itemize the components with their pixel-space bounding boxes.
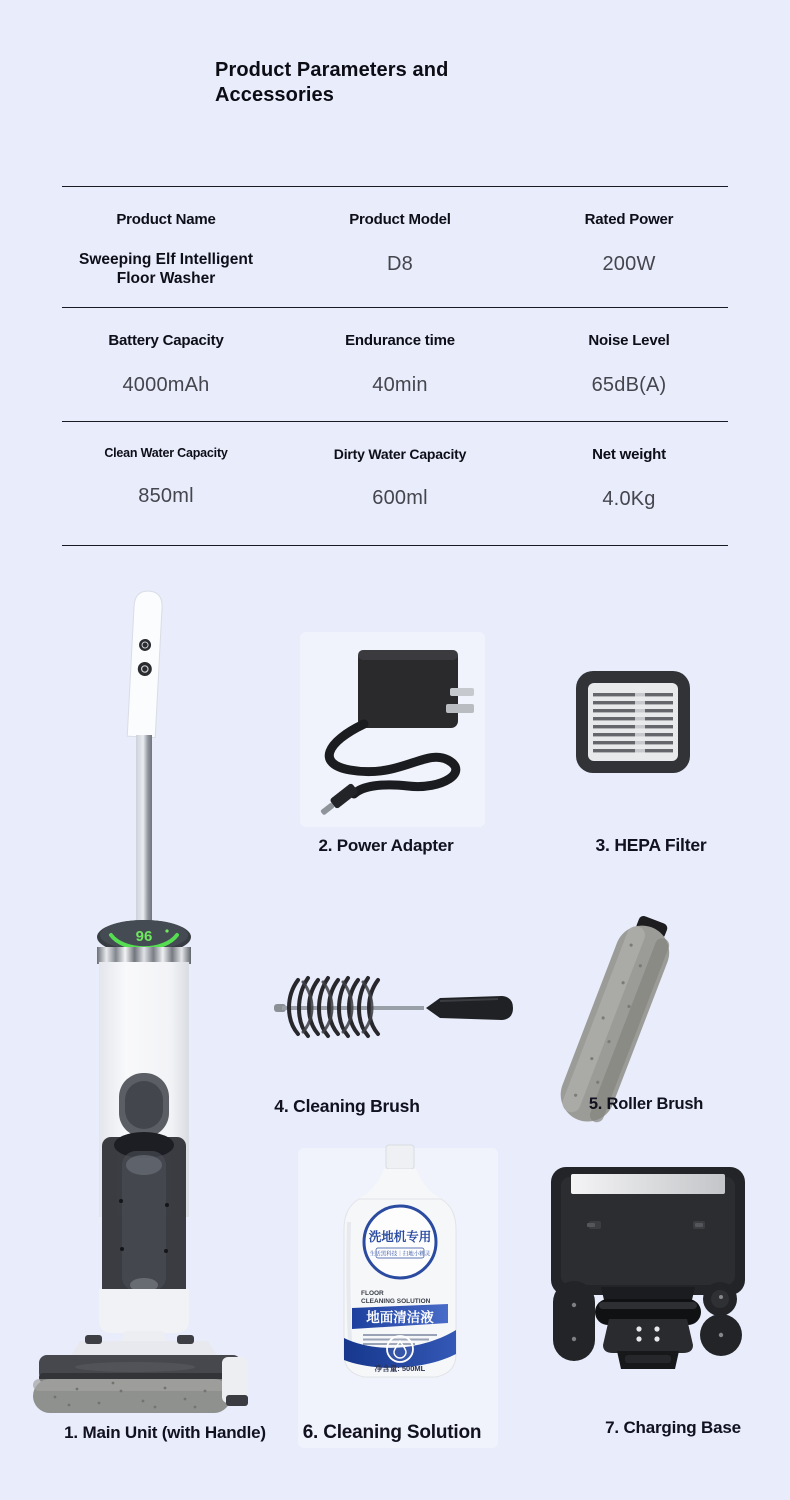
spec-cell-net-weight — [530, 422, 728, 545]
spec-value: 65dB(A) — [591, 374, 667, 396]
power-adapter-label: 2. Power Adapter — [318, 836, 454, 855]
spec-table — [62, 186, 728, 546]
spec-row-3 — [62, 421, 728, 546]
charging-base-label: 7. Charging Base — [605, 1418, 741, 1437]
spec-header: Product Name — [116, 211, 216, 228]
spec-header: Noise Level — [588, 332, 670, 349]
bottle-line2: CLEANING SOLUTION — [361, 1298, 431, 1305]
spec-cell-product-model — [270, 187, 530, 307]
spec-header: Battery Capacity — [108, 332, 224, 349]
handle — [127, 590, 163, 737]
spec-header: Clean Water Capacity — [104, 446, 228, 460]
cleaning-solution-image — [325, 1142, 475, 1394]
main-unit-label: 1. Main Unit (with Handle) — [64, 1423, 266, 1442]
bottle-badge-text: 洗地机专用 — [368, 1230, 432, 1244]
spec-header: Dirty Water Capacity — [333, 446, 467, 462]
spec-cell-endurance — [270, 308, 530, 421]
charging-base-image — [543, 1163, 753, 1373]
roller-brush-label: 5. Roller Brush — [588, 1095, 704, 1113]
spec-value: 600ml — [372, 487, 428, 509]
bottle-badge-subtext: 生活黑科技｜扫地小精灵 — [369, 1251, 431, 1258]
spec-cell-dirty-water — [270, 422, 530, 545]
main-unit-image — [25, 585, 255, 1415]
spec-value: 40min — [372, 374, 428, 396]
spec-cell-rated-power — [530, 187, 728, 307]
page-title — [215, 58, 448, 108]
spec-value: D8 — [387, 253, 413, 275]
hepa-filter-label: 3. HEPA Filter — [595, 835, 707, 855]
hepa-filter-image — [573, 668, 693, 776]
cleaning-brush-image — [268, 968, 518, 1048]
bottle-line1: FLOOR — [361, 1290, 384, 1297]
power-adapter-image — [300, 638, 480, 823]
bottle-ribbon-text: 地面清洁液 — [366, 1310, 434, 1325]
page-title-line1: Product Parameters and — [215, 59, 449, 81]
spec-header: Rated Power — [584, 211, 674, 228]
spec-value: 850ml — [138, 485, 194, 507]
battery-display: 96 — [135, 928, 153, 945]
spec-value: 4.0Kg — [602, 488, 656, 510]
spec-header: Net weight — [592, 446, 666, 463]
spec-value: 200W — [602, 253, 656, 275]
spec-cell-product-name — [62, 187, 270, 307]
spec-header: Product Model — [349, 211, 451, 228]
spec-row-1 — [62, 186, 728, 307]
spec-value: 4000mAh — [122, 374, 210, 396]
bottle-net-content: 净含量: 500ML — [374, 1364, 426, 1373]
spec-cell-noise — [530, 308, 728, 421]
spec-header: Endurance time — [345, 332, 455, 349]
cleaning-brush-label: 4. Cleaning Brush — [274, 1096, 420, 1116]
spec-row-2 — [62, 307, 728, 421]
spec-cell-clean-water — [62, 422, 270, 545]
spec-cell-battery — [62, 308, 270, 421]
spec-value: Sweeping Elf Intelligent Floor Washer — [79, 251, 253, 287]
page-title-line2: Accessories — [215, 84, 334, 106]
cleaning-solution-label: 6. Cleaning Solution — [302, 1422, 482, 1443]
